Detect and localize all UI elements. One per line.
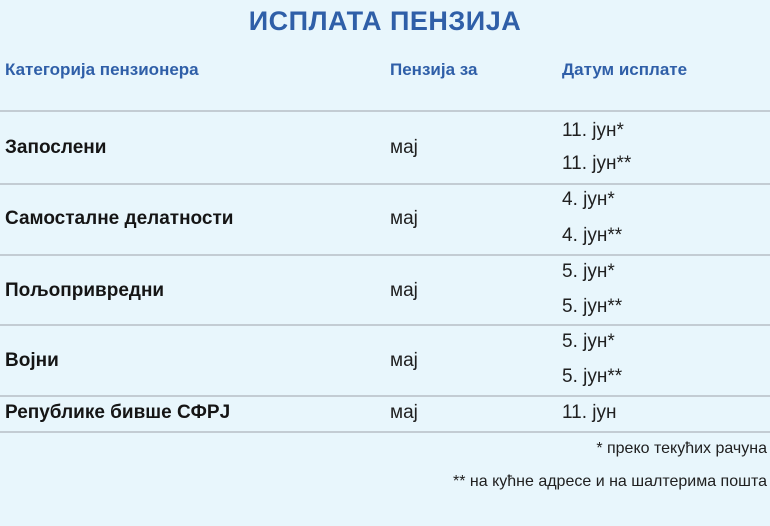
- pension-for-cell: мај: [390, 350, 418, 371]
- payment-date-cell: 5. јун**: [562, 296, 623, 317]
- category-cell: Војни: [5, 350, 59, 371]
- payment-date-cell: 5. јун*: [562, 331, 615, 352]
- pension-for-cell: мај: [390, 402, 418, 423]
- table-row: [0, 185, 770, 254]
- table-row: [0, 397, 770, 431]
- table-row: [0, 326, 770, 395]
- footnote: * преко текућих рачуна: [596, 440, 767, 457]
- divider: [0, 431, 770, 433]
- table-row: [0, 256, 770, 324]
- payment-date-cell: 11. јун**: [562, 153, 632, 174]
- footnote: ** на кућне адресе и на шалтерима пошта: [452, 473, 767, 490]
- payment-date-cell: 4. јун*: [562, 189, 615, 210]
- column-header-category: Категорија пензионера: [5, 60, 199, 79]
- category-cell: Републике бивше СФРЈ: [5, 402, 231, 423]
- payment-date-cell: 11. јун: [562, 402, 617, 423]
- page-title: ИСПЛАТА ПЕНЗИЈА: [248, 6, 522, 36]
- column-header-payment-date: Датум исплате: [562, 60, 688, 79]
- column-header-pension-for: Пензија за: [390, 60, 478, 79]
- table-row: [0, 112, 770, 183]
- pension-for-cell: мај: [390, 137, 418, 158]
- category-cell: Запослени: [5, 137, 107, 158]
- pension-for-cell: мај: [390, 280, 418, 301]
- payment-date-cell: 4. јун**: [562, 225, 623, 246]
- payment-date-cell: 11. јун*: [562, 120, 624, 141]
- table-header: [0, 60, 770, 84]
- payment-date-cell: 5. јун*: [562, 261, 615, 282]
- payment-date-cell: 5. јун**: [562, 366, 623, 387]
- category-cell: Пољопривредни: [5, 280, 165, 301]
- pension-for-cell: мај: [390, 208, 418, 229]
- category-cell: Самосталне делатности: [5, 208, 234, 229]
